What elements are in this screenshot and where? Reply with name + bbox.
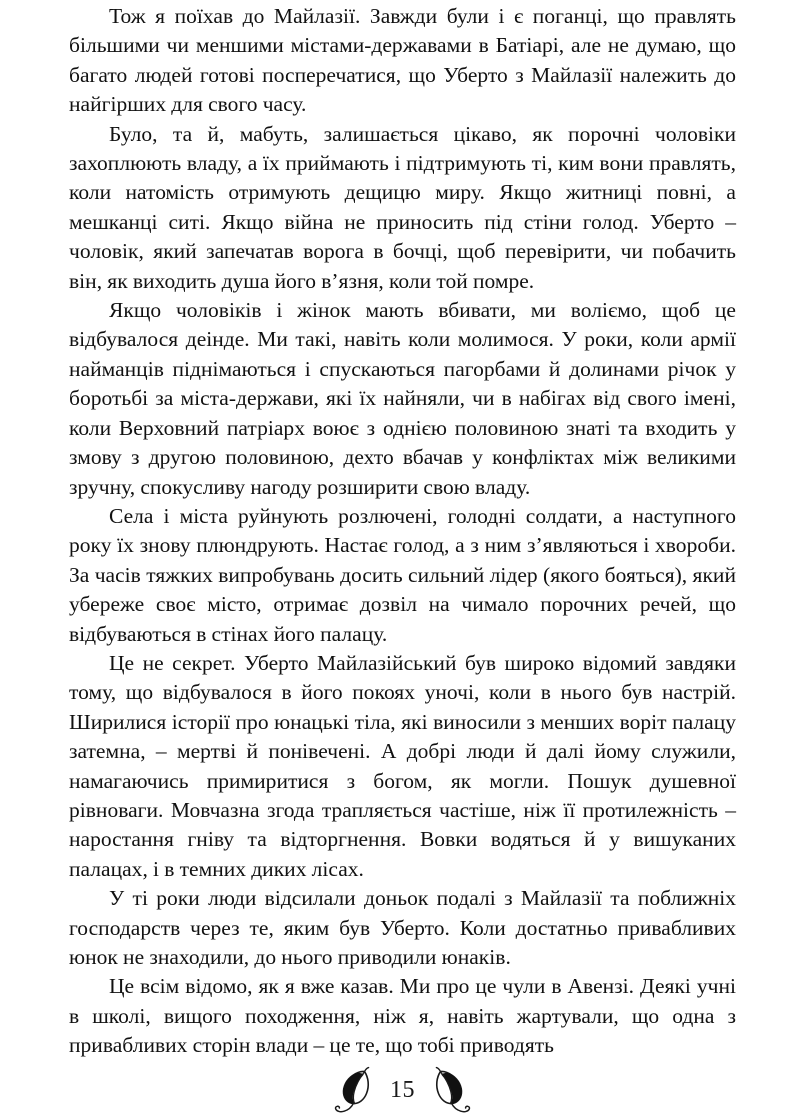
page-number: 15 [390, 1077, 415, 1103]
leaf-vine-ornament-icon [334, 1065, 380, 1117]
page-text-body [69, 2, 736, 1061]
paragraph: Тож я поїхав до Майлазії. Завжди були і є поганці, що правлять більшими чи меншими містами-державами в Батіарі, але не думаю, що багато людей готові посперечатися, що Уберто з Майлазії належить до найгірших для свого часу. [69, 4, 736, 117]
paragraph: У ті роки люди відсилали доньок подалі з Майлазії та поближніх господарств через те, яким був Уберто. Коли достатньо привабливих юнок не знаходили, до нього приводили юнаків. [69, 886, 736, 969]
paragraph: Було, та й, мабуть, залишається цікаво, як порочні чоловіки захоплюють владу, а їх приймають і підтримують ті, ким вони правлять, коли натомість отримують дещицю миру. Якщо житниці повні, а мешканці ситі. Якщо війна не приносить під стіни голод. Уберто – чоловік, який запечатав ворога в бочці, щоб перевірити, чи побачить він, як виходить душа його в’язня, коли той помре. [69, 121, 736, 293]
page-footer [0, 1062, 805, 1120]
paragraph: Це всім відомо, як я вже казав. Ми про це чули в Авензі. Деякі учні в школі, вищого походження, ніж я, навіть жартували, що одна з привабливих сторін влади – це те, що тобі приводять [69, 974, 736, 1058]
paragraph: Села і міста руйнують розлючені, голодні солдати, а наступного року їх знову плюндрують. Настає голод, а з ним з’являються і хвороби. За часів тяжких випробувань досить сильний лідер (якого бояться), який убереже своє місто, отримає дозвіл на чимало порочних речей, що відбуваються в стінах його палацу. [69, 503, 736, 646]
paragraph: Це не секрет. Уберто Майлазійський був широко відомий завдяки тому, що відбувалося в його покоях уночі, коли в нього був настрій. Ширилися історії про юнацькі тіла, які виносили з менших воріт палацу затемна, – мертві й понівечені. А добрі люди й далі йому служили, намагаючись примиритися з богом, як могли. Пошук душевної рівноваги. Мовчазна згода трапляється частіше, ніж її протилежність – наростання гніву та відторгнення. Вовки водяться й у вишуканих палацах, і в темних диких лісах. [69, 650, 736, 881]
leaf-vine-ornament-mirrored-icon [425, 1065, 471, 1117]
paragraph: Якщо чоловіків і жінок мають вбивати, ми воліємо, щоб це відбувалося деінде. Ми такі, навіть коли молимося. У роки, коли армії найманців піднімаються і спускаються пагорбами й долинами річок у боротьбі за міста-держави, які їх найняли, чи в набігах від свого імені, коли Верховний патріарх воює з однією половиною знаті та входить у змову з другою половиною, дехто вбачав у конфліктах між великими зручну, спокусливу нагоду розширити свою владу. [69, 298, 736, 499]
